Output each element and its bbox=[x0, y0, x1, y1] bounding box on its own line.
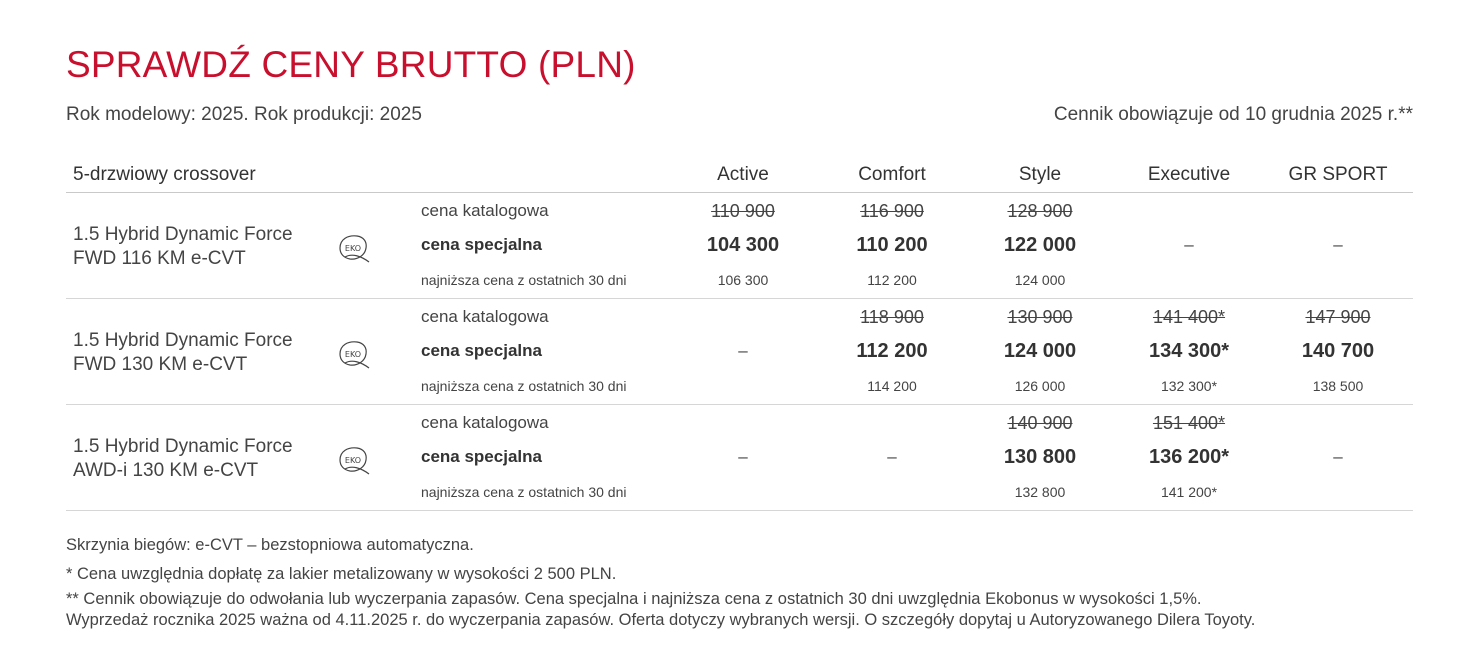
table-row bbox=[66, 405, 1413, 511]
engine-name bbox=[73, 223, 293, 271]
eko-label: EKO bbox=[344, 456, 362, 465]
special-price-gr-sport: 140 700 bbox=[1301, 340, 1375, 362]
engine-name-line: 1.5 Hybrid Dynamic Force bbox=[73, 330, 293, 351]
catalog-price-comfort: 116 900 bbox=[860, 201, 924, 221]
lowest-price-label: najniższa cena z ostatnich 30 dni bbox=[421, 378, 627, 394]
unavailable-dash-gr-sport: – bbox=[1333, 235, 1343, 254]
column-header-style: Style bbox=[1018, 164, 1062, 185]
eko-label: EKO bbox=[344, 350, 362, 359]
catalog-price-active: 110 900 bbox=[711, 201, 775, 221]
engine-name bbox=[73, 329, 293, 377]
validity-note-line: Wyprzedaż rocznika 2025 ważna od 4.11.2025 r. do wyczerpania zapasów. Oferta dotyczy wybranych wersji. O szczegóły dopytaj u Autoryzowanego Dilera Toyoty. bbox=[66, 611, 1256, 629]
eko-label: EKO bbox=[344, 244, 362, 253]
lowest-price-active: 106 300 bbox=[717, 272, 769, 288]
catalog-price-style: 140 900 bbox=[1007, 413, 1073, 433]
special-price-label: cena specjalna bbox=[421, 235, 542, 254]
catalog-price-style: 130 900 bbox=[1007, 307, 1073, 327]
metallic-paint-note: * Cena uwzględnia dopłatę za lakier metalizowany w wysokości 2 500 PLN. bbox=[66, 565, 617, 583]
catalog-price-comfort: 118 900 bbox=[860, 307, 924, 327]
engine-name-line: FWD 130 KM e-CVT bbox=[73, 354, 248, 375]
column-header-comfort: Comfort bbox=[858, 164, 926, 185]
lowest-price-style: 126 000 bbox=[1014, 378, 1066, 394]
lowest-price-style: 124 000 bbox=[1014, 272, 1066, 288]
price-table bbox=[66, 160, 1413, 511]
validity-note-line: ** Cennik obowiązuje do odwołania lub wyczerpania zapasów. Cena specjalna i najniższa cena z ostatnich 30 dni uwzględnia Ekobonus w wysokości 1,5%. bbox=[66, 590, 1202, 608]
lowest-price-comfort: 112 200 bbox=[867, 272, 917, 288]
lowest-price-comfort: 114 200 bbox=[867, 378, 917, 394]
unavailable-dash-comfort: – bbox=[887, 447, 897, 466]
lowest-price-style: 132 800 bbox=[1014, 484, 1066, 500]
lowest-price-label: najniższa cena z ostatnich 30 dni bbox=[421, 272, 627, 288]
lowest-price-gr-sport: 138 500 bbox=[1312, 378, 1364, 394]
special-price-label: cena specjalna bbox=[421, 447, 542, 466]
catalog-price-label: cena katalogowa bbox=[421, 201, 549, 220]
table-header bbox=[66, 160, 1413, 193]
footnotes bbox=[66, 535, 1255, 631]
column-header-gr-sport: GR SPORT bbox=[1288, 164, 1388, 185]
unavailable-dash-gr-sport: – bbox=[1333, 447, 1343, 466]
special-price-executive: 134 300* bbox=[1148, 340, 1230, 362]
lowest-price-executive: 132 300* bbox=[1160, 378, 1218, 394]
engine-name-line: 1.5 Hybrid Dynamic Force bbox=[73, 224, 293, 245]
column-header-executive: Executive bbox=[1147, 164, 1231, 185]
special-price-label: cena specjalna bbox=[421, 341, 542, 360]
page-title: SPRAWDŹ CENY BRUTTO (PLN) bbox=[66, 44, 636, 85]
catalog-price-style: 128 900 bbox=[1007, 201, 1073, 221]
unavailable-dash-executive: – bbox=[1184, 235, 1194, 254]
lowest-price-executive: 141 200* bbox=[1160, 484, 1218, 500]
engine-name-line: AWD-i 130 KM e-CVT bbox=[73, 460, 259, 481]
unavailable-dash-active: – bbox=[738, 341, 748, 360]
engine-name-line: FWD 116 KM e-CVT bbox=[73, 248, 246, 269]
special-price-active: 104 300 bbox=[706, 234, 780, 256]
catalog-price-executive: 141 400* bbox=[1152, 307, 1226, 327]
eko-leaf-icon bbox=[337, 339, 371, 369]
special-price-style: 122 000 bbox=[1003, 234, 1077, 256]
catalog-price-executive: 151 400* bbox=[1152, 413, 1226, 433]
eko-leaf-icon bbox=[337, 233, 371, 263]
catalog-price-label: cena katalogowa bbox=[421, 307, 549, 326]
table-row bbox=[66, 193, 1413, 299]
body-type-label: 5-drzwiowy crossover bbox=[73, 164, 256, 185]
model-year-info: Rok modelowy: 2025. Rok produkcji: 2025 bbox=[66, 104, 422, 125]
special-price-executive: 136 200* bbox=[1148, 446, 1230, 468]
gearbox-note: Skrzynia biegów: e-CVT – bezstopniowa automatyczna. bbox=[66, 536, 474, 554]
unavailable-dash-active: – bbox=[738, 447, 748, 466]
special-price-style: 124 000 bbox=[1003, 340, 1077, 362]
special-price-comfort: 110 200 bbox=[856, 234, 928, 256]
special-price-style: 130 800 bbox=[1003, 446, 1077, 468]
eko-leaf-icon bbox=[337, 445, 371, 475]
special-price-comfort: 112 200 bbox=[856, 340, 928, 362]
catalog-price-label: cena katalogowa bbox=[421, 413, 549, 432]
catalog-price-gr-sport: 147 900 bbox=[1305, 307, 1371, 327]
column-header-active: Active bbox=[717, 164, 769, 185]
engine-name-line: 1.5 Hybrid Dynamic Force bbox=[73, 436, 293, 457]
table-row bbox=[66, 299, 1413, 405]
price-list-valid-from: Cennik obowiązuje od 10 grudnia 2025 r.** bbox=[1053, 104, 1413, 125]
engine-name bbox=[73, 435, 293, 483]
lowest-price-label: najniższa cena z ostatnich 30 dni bbox=[421, 484, 627, 500]
